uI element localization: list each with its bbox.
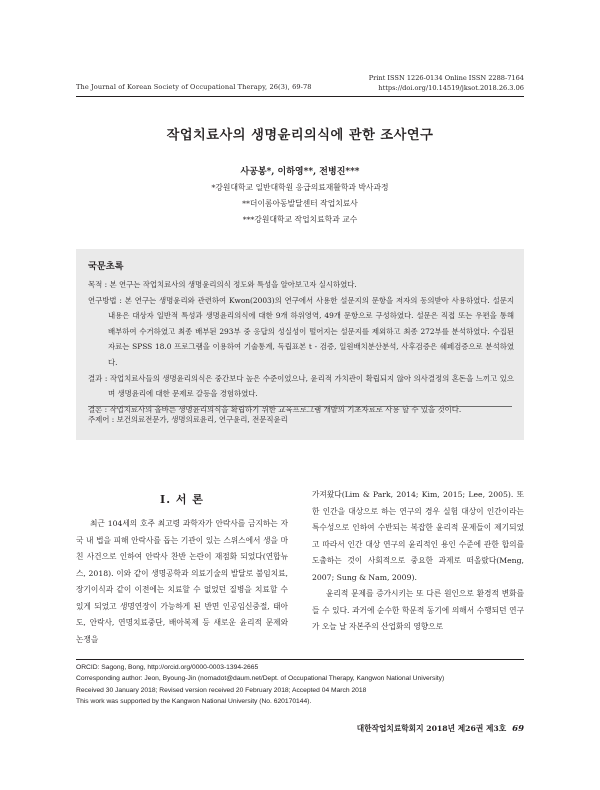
issn-doi-block (369, 73, 524, 93)
abstract-keywords: 주제어 : 보건의료전문가, 생명의료윤리, 연구윤리, 전문직윤리 (88, 415, 288, 424)
paper-title: 작업치료사의 생명윤리의식에 관한 조사연구 (166, 128, 434, 143)
abstract-conclusion: 결론 : 작업치료사의 올바른 생명윤리의식을 확립하기 위한 교육프로그램 개발의 기초자료로 사용 할 수 있을 것이다. (88, 404, 462, 414)
abstract-body (88, 277, 514, 417)
abstract-divider (88, 406, 512, 407)
body-paragraph: 윤리적 문제를 증가시키는 또 다른 원인으로 환경적 변화를 들 수 있다. 과거에 순수한 학문적 동기에 의해서 수행되던 연구가 오늘 날 자본주의 산업화의 영향으로 (312, 589, 524, 631)
doi-link[interactable]: https://doi.org/10.14519/jksot.2018.26.3.06 (378, 84, 524, 92)
journal-header: The Journal of Korean Society of Occupational Therapy, 26(3), 69-78 (76, 83, 312, 91)
body-paragraph: 가져왔다(Lim & Park, 2014; Kim, 2015; Lee, 2005). 또한 인간을 대상으로 하는 연구의 경우 실험 대상이 인간이라는 특수성으로 인하여 수반되는 복잡한 윤리적 문제들이 제기되었고 따라서 인간 대상 연구의 윤리적인 용인 수준에 관한 합의를 도출하는 것이 사회적으로 중요한 과제로 떠올랐다(Meng, 2007; Sung & Nam, 2009). (312, 490, 524, 582)
author-list: 사공봉*, 이하영**, 전병진*** (240, 167, 360, 177)
footnotes (76, 662, 524, 708)
abstract-methods: 연구방법 : 본 연구는 생명윤리와 관련하여 Kwon(2003)의 연구에서 사용한 설문지의 문항을 저자의 동의받아 사용하였다. 설문지 내용은 대상자 일반적 특성과 생명윤리의식에 대한 9개 하위영역, 49개 문항으로 구성하였다. 설문은 직접 또는 우편을 통해 배부하여 수거하였고 최종 배부된 293부 중 응답의 성실성이 떨어지는 설문지를 제외하고 최종 272부를 분석하였다. 수집된 자료는 SPSS 18.0 프로그램을 이용하여 기술통계, 독립표본 t - 검증, 일원배치분산분석, 사후검증은 쉐페검증으로 분석하였다. (88, 295, 514, 367)
section-heading: Ⅰ. 서 론 (160, 493, 204, 506)
affiliation-3: ***강원대학교 작업치료학과 교수 (242, 215, 358, 224)
footnote-received: Received 30 January 2018; Revised version received 20 February 2018; Accepted 04 March 2018 (76, 686, 367, 694)
body-column-left: 최근 104세의 호주 최고령 과학자가 안락사를 금지하는 자국 내 법을 피해 안락사를 돕는 기관이 있는 스위스에서 생을 마친 사건으로 인하여 안락사 찬반 논란이 재점화 되었다(연합뉴스, 2018). 이와 같이 생명공학과 의료기술의 발달로 불임치료, 장기이식과 같이 이전에는 치료할 수 없었던 질병을 치료할 수 있게 되었고 생명연장이 가능하게 된 반면 인공임신중절, 태아도, 안락사, 연명치료중단, 배아복제 등 새로운 윤리적 문제와 논쟁을 (76, 519, 288, 644)
header-rule (76, 96, 524, 97)
footnote-corresponding: Corresponding author: Jeon, Byoung-Jin (nomadot@daum.net/Dept. of Occupational Therapy, Kangwon National University) (76, 675, 445, 683)
abstract-box (76, 249, 524, 440)
footnote-rule (76, 659, 524, 660)
abstract-heading: 국문초록 (88, 261, 124, 272)
footer-journal-issue: 대한작업치료학회지 2018년 제26권 제3호 (356, 724, 507, 733)
body-column-right (312, 487, 524, 636)
affiliation-2: **더이롬아동발달센터 작업치료사 (242, 199, 358, 208)
page-number: 69 (512, 724, 524, 734)
abstract-results: 결과 : 작업치료사들의 생명윤리의식은 중간보다 높은 수준이었으나, 윤리적 가치관이 확립되지 않아 의사결정의 혼돈을 느끼고 있으며 생명윤리에 대한 문제로 갈등을 경험하였다. (88, 373, 514, 399)
footnote-orcid: ORCID: Sagong, Bong, http://orcid.org/0000-0003-1394-2665 (76, 664, 259, 671)
affiliations (0, 180, 600, 228)
issn-text: Print ISSN 1226-0134 Online ISSN 2288-7164 (368, 74, 524, 82)
page-footer (357, 723, 524, 734)
footnote-funding: This work was supported by the Kangwon National University (No. 620170144). (76, 698, 312, 706)
abstract-purpose: 목적 : 본 연구는 작업치료사의 생명윤리의식 정도와 특성을 알아보고자 실시하였다. (88, 280, 357, 289)
affiliation-1: *강원대학교 일반대학원 응급의료재활학과 박사과정 (211, 183, 389, 192)
